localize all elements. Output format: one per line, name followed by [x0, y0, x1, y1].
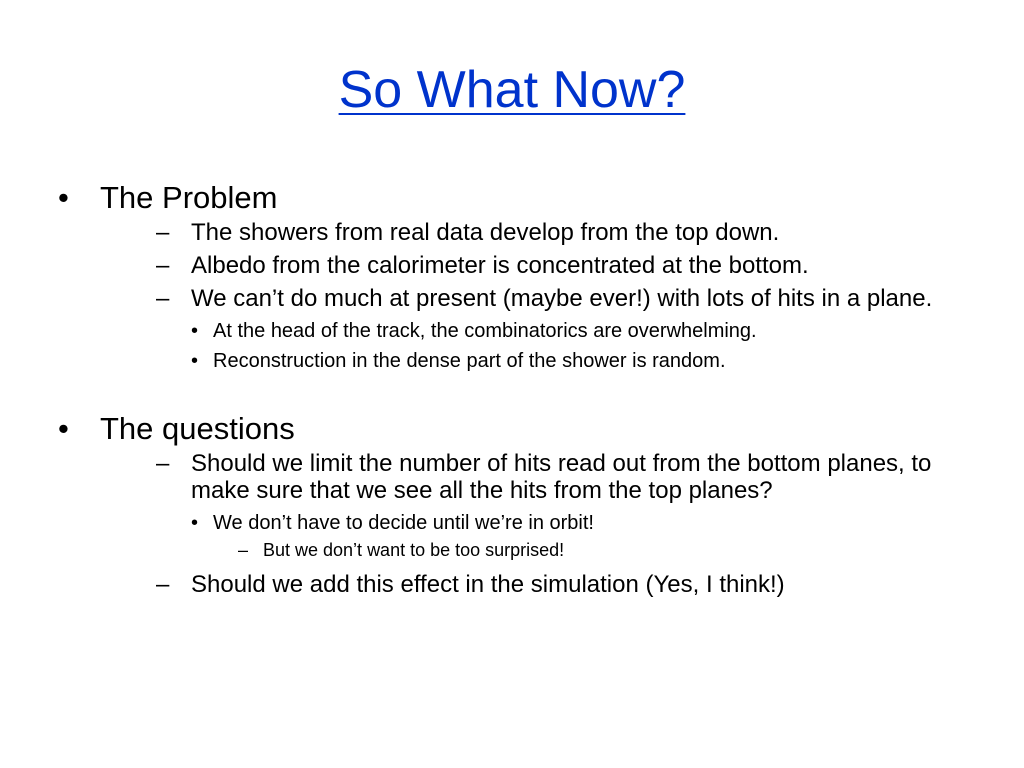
- top-level-list: [58, 180, 968, 598]
- sub-list-item: [191, 511, 968, 561]
- sub-list-item-text: At the head of the track, the combinatorics are overwhelming.: [213, 320, 757, 342]
- list-item-text: Should we limit the number of hits read out from the bottom planes, to make sure that we see all the hits from the top planes?: [191, 450, 932, 504]
- sub-sub-list-item: [235, 539, 968, 561]
- list-item: [145, 285, 968, 373]
- dash-icon: –: [156, 571, 170, 598]
- bullet-icon: •: [58, 411, 69, 446]
- list-item: [145, 219, 968, 246]
- section-problem: [58, 180, 968, 373]
- list-item-text: Should we add this effect in the simulation (Yes, I think!): [191, 571, 785, 598]
- list-item-text: We can’t do much at present (maybe ever!) with lots of hits in a plane.: [191, 285, 933, 312]
- list-item: [145, 450, 968, 561]
- sub-sub-list-item-text: But we don’t want to be too surprised!: [263, 540, 565, 560]
- dash-icon: –: [156, 219, 170, 246]
- section-questions: [58, 411, 968, 598]
- section-heading: The Problem: [100, 180, 278, 215]
- bullet-icon: •: [58, 180, 69, 215]
- sub-sub-list: [213, 539, 968, 561]
- sub-list: [191, 319, 968, 373]
- slide-title: [0, 61, 1024, 119]
- bullet-icon: •: [191, 512, 199, 534]
- sub-list-item: [191, 349, 968, 373]
- list-item: [145, 571, 968, 598]
- dash-icon: –: [156, 285, 170, 312]
- sub-list-item-text: Reconstruction in the dense part of the shower is random.: [213, 350, 726, 372]
- slide-body: [58, 180, 968, 598]
- dash-icon: –: [238, 540, 249, 560]
- list-item-text: The showers from real data develop from the top down.: [191, 219, 780, 246]
- bullet-icon: •: [191, 320, 199, 342]
- list-item-text: Albedo from the calorimeter is concentrated at the bottom.: [191, 252, 809, 279]
- bullet-icon: •: [191, 350, 199, 372]
- section-heading: The questions: [100, 411, 295, 446]
- questions-list: [100, 450, 968, 598]
- sub-list: [191, 511, 968, 561]
- problem-list: [100, 219, 968, 373]
- sub-list-item: [191, 319, 968, 343]
- sub-list-item-text: We don’t have to decide until we’re in orbit!: [213, 512, 594, 534]
- dash-icon: –: [156, 450, 170, 477]
- list-item: [145, 252, 968, 279]
- slide-title-link[interactable]: So What Now?: [338, 61, 686, 119]
- dash-icon: –: [156, 252, 170, 279]
